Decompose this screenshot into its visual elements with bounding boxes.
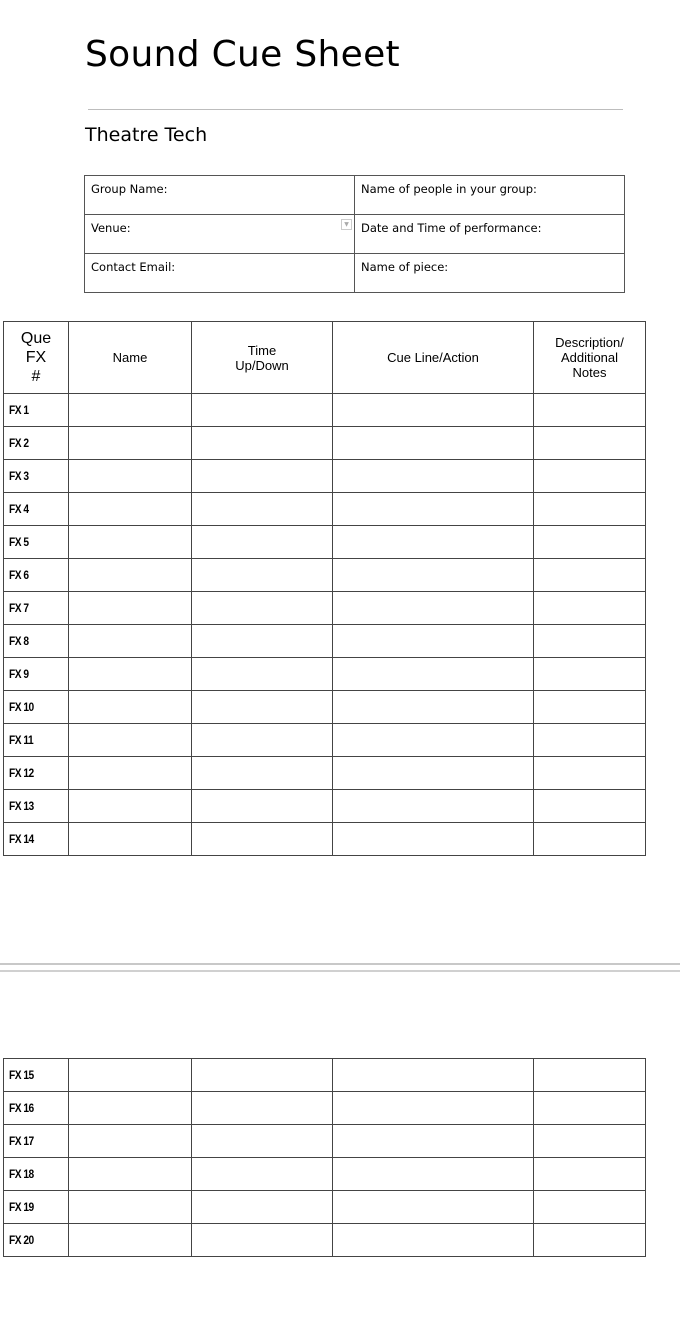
- cue-number-label: FX 3: [9, 469, 29, 483]
- cue-line-cell[interactable]: [333, 559, 534, 592]
- group-name-field[interactable]: Group Name:: [85, 176, 355, 215]
- name-cell[interactable]: [69, 1158, 192, 1191]
- document-subtitle: Theatre Tech: [85, 124, 208, 146]
- header-text: Up/Down: [235, 357, 289, 373]
- cue-line-cell[interactable]: [333, 493, 534, 526]
- header-description: [534, 322, 646, 394]
- page-break: [0, 970, 680, 972]
- name-cell[interactable]: [69, 1059, 192, 1092]
- dropdown-arrow-icon[interactable]: ▼: [341, 219, 352, 230]
- cue-row: [4, 658, 646, 691]
- header-time: [192, 322, 333, 394]
- cue-number-cell: [4, 691, 69, 724]
- cue-number-label: FX 9: [9, 667, 29, 681]
- cue-number-cell: [4, 790, 69, 823]
- cue-row: [4, 757, 646, 790]
- cue-row: [4, 724, 646, 757]
- description-cell[interactable]: [534, 1125, 646, 1158]
- group-info-table: [84, 175, 625, 293]
- header-text: Additional: [560, 350, 619, 365]
- time-cell[interactable]: [192, 1125, 333, 1158]
- cue-number-cell: [4, 1092, 69, 1125]
- info-row: [85, 254, 625, 293]
- cue-row: [4, 559, 646, 592]
- cue-number-cell: [4, 1059, 69, 1092]
- cue-number-label: FX 7: [9, 601, 29, 615]
- description-cell[interactable]: [534, 1092, 646, 1125]
- cue-row: [4, 493, 646, 526]
- cue-row: [4, 691, 646, 724]
- description-cell[interactable]: [534, 1059, 646, 1092]
- time-cell[interactable]: [192, 757, 333, 790]
- name-cell[interactable]: [69, 691, 192, 724]
- cue-line-cell[interactable]: [333, 823, 534, 856]
- time-cell[interactable]: [192, 1158, 333, 1191]
- name-cell[interactable]: [69, 493, 192, 526]
- cue-row: [4, 394, 646, 427]
- name-cell[interactable]: [69, 757, 192, 790]
- time-cell[interactable]: [192, 724, 333, 757]
- group-members-field[interactable]: Name of people in your group:: [355, 176, 625, 215]
- time-cell[interactable]: [192, 427, 333, 460]
- info-row: [85, 215, 625, 254]
- name-cell[interactable]: [69, 1092, 192, 1125]
- description-cell[interactable]: [534, 493, 646, 526]
- cue-row: [4, 1092, 646, 1125]
- cue-row: [4, 823, 646, 856]
- time-cell[interactable]: [192, 493, 333, 526]
- name-cell[interactable]: [69, 526, 192, 559]
- cue-table-page-2: [3, 1058, 646, 1257]
- cue-number-cell: [4, 460, 69, 493]
- cue-line-cell[interactable]: [333, 526, 534, 559]
- description-cell[interactable]: [534, 559, 646, 592]
- description-cell[interactable]: [534, 658, 646, 691]
- cue-row: [4, 526, 646, 559]
- name-cell[interactable]: [69, 1224, 192, 1257]
- cue-line-cell[interactable]: [333, 790, 534, 823]
- contact-email-field[interactable]: Contact Email:: [85, 254, 355, 293]
- info-row: [85, 176, 625, 215]
- cue-number-cell: [4, 625, 69, 658]
- header-que-fx: [4, 322, 69, 394]
- description-cell[interactable]: [534, 1158, 646, 1191]
- document-title: Sound Cue Sheet: [85, 34, 400, 75]
- cue-number-label: FX 4: [9, 502, 29, 516]
- horizontal-rule: [88, 109, 623, 110]
- time-cell[interactable]: [192, 1092, 333, 1125]
- cue-row: [4, 592, 646, 625]
- time-cell[interactable]: [192, 559, 333, 592]
- cue-number-cell: [4, 823, 69, 856]
- cue-number-label: FX 2: [9, 436, 29, 450]
- cue-number-cell: [4, 493, 69, 526]
- name-cell[interactable]: [69, 460, 192, 493]
- name-cell[interactable]: [69, 625, 192, 658]
- cue-row: [4, 625, 646, 658]
- cue-number-label: FX 6: [9, 568, 29, 582]
- cue-number-label: FX 11: [9, 733, 34, 747]
- cue-row: [4, 1125, 646, 1158]
- cue-row: [4, 1158, 646, 1191]
- description-cell[interactable]: [534, 526, 646, 559]
- cue-number-label: FX 5: [9, 535, 29, 549]
- time-cell[interactable]: [192, 823, 333, 856]
- cue-row: [4, 1191, 646, 1224]
- cue-line-cell[interactable]: [333, 757, 534, 790]
- cue-line-cell[interactable]: [333, 460, 534, 493]
- time-cell[interactable]: [192, 1191, 333, 1224]
- cue-line-cell[interactable]: [333, 1125, 534, 1158]
- name-cell[interactable]: [69, 658, 192, 691]
- cue-line-cell[interactable]: [333, 691, 534, 724]
- name-cell[interactable]: [69, 823, 192, 856]
- cue-number-cell: [4, 526, 69, 559]
- description-cell[interactable]: [534, 625, 646, 658]
- name-cell[interactable]: [69, 394, 192, 427]
- cue-number-label: FX 10: [9, 700, 34, 714]
- cue-line-cell[interactable]: [333, 724, 534, 757]
- name-cell[interactable]: [69, 790, 192, 823]
- name-cell[interactable]: [69, 592, 192, 625]
- cue-line-cell[interactable]: [333, 1191, 534, 1224]
- cue-row: [4, 790, 646, 823]
- cue-line-cell[interactable]: [333, 1224, 534, 1257]
- cue-number-cell: [4, 394, 69, 427]
- header-name: Name: [69, 322, 192, 394]
- header-cue-line: Cue Line/Action: [333, 322, 534, 394]
- description-cell[interactable]: [534, 691, 646, 724]
- description-cell[interactable]: [534, 823, 646, 856]
- cue-line-cell[interactable]: [333, 394, 534, 427]
- cue-number-label: FX 19: [9, 1200, 34, 1214]
- cue-number-cell: [4, 427, 69, 460]
- cue-number-label: FX 8: [9, 634, 29, 648]
- cue-number-cell: [4, 1158, 69, 1191]
- cue-number-cell: [4, 1224, 69, 1257]
- cue-line-cell[interactable]: [333, 1092, 534, 1125]
- header-text: Que: [20, 330, 52, 347]
- description-cell[interactable]: [534, 592, 646, 625]
- time-cell[interactable]: [192, 460, 333, 493]
- header-text: Notes: [572, 365, 607, 380]
- cue-number-label: FX 13: [9, 799, 34, 813]
- cue-row: [4, 1224, 646, 1257]
- description-cell[interactable]: [534, 1224, 646, 1257]
- page-break: [0, 963, 680, 965]
- name-cell[interactable]: [69, 1191, 192, 1224]
- cue-number-cell: [4, 658, 69, 691]
- name-cell[interactable]: [69, 559, 192, 592]
- cue-line-cell[interactable]: [333, 1059, 534, 1092]
- header-text: Time: [247, 342, 277, 358]
- cue-number-label: FX 1: [9, 403, 29, 417]
- performance-datetime-field[interactable]: Date and Time of performance:: [355, 215, 625, 254]
- time-cell[interactable]: [192, 1059, 333, 1092]
- cue-number-label: FX 16: [9, 1101, 34, 1115]
- time-cell[interactable]: [192, 658, 333, 691]
- time-cell[interactable]: [192, 691, 333, 724]
- cue-number-label: FX 15: [9, 1068, 34, 1082]
- header-text: #: [31, 368, 41, 385]
- cue-number-label: FX 12: [9, 766, 34, 780]
- time-cell[interactable]: [192, 625, 333, 658]
- piece-name-field[interactable]: Name of piece:: [355, 254, 625, 293]
- header-text: FX: [25, 349, 47, 366]
- cue-row: [4, 1059, 646, 1092]
- venue-field[interactable]: [85, 215, 355, 254]
- time-cell[interactable]: [192, 790, 333, 823]
- cue-number-cell: [4, 1191, 69, 1224]
- cue-number-label: FX 17: [9, 1134, 34, 1148]
- description-cell[interactable]: [534, 757, 646, 790]
- time-cell[interactable]: [192, 1224, 333, 1257]
- cue-row: [4, 460, 646, 493]
- description-cell[interactable]: [534, 790, 646, 823]
- cue-number-label: FX 14: [9, 832, 34, 846]
- cue-table-page-1: [3, 321, 646, 856]
- description-cell[interactable]: [534, 394, 646, 427]
- description-cell[interactable]: [534, 460, 646, 493]
- cue-number-cell: [4, 559, 69, 592]
- venue-label: Venue:: [91, 221, 131, 235]
- time-cell[interactable]: [192, 526, 333, 559]
- cue-line-cell[interactable]: [333, 625, 534, 658]
- time-cell[interactable]: [192, 394, 333, 427]
- name-cell[interactable]: [69, 724, 192, 757]
- name-cell[interactable]: [69, 427, 192, 460]
- cue-table-header: [4, 322, 646, 394]
- cue-number-cell: [4, 592, 69, 625]
- cue-number-label: FX 20: [9, 1233, 34, 1247]
- description-cell[interactable]: [534, 724, 646, 757]
- cue-number-label: FX 18: [9, 1167, 34, 1181]
- name-cell[interactable]: [69, 1125, 192, 1158]
- cue-line-cell[interactable]: [333, 658, 534, 691]
- description-cell[interactable]: [534, 1191, 646, 1224]
- cue-line-cell[interactable]: [333, 1158, 534, 1191]
- time-cell[interactable]: [192, 592, 333, 625]
- cue-line-cell[interactable]: [333, 592, 534, 625]
- cue-row: [4, 427, 646, 460]
- cue-number-cell: [4, 724, 69, 757]
- cue-line-cell[interactable]: [333, 427, 534, 460]
- header-text: Description/: [555, 335, 624, 350]
- description-cell[interactable]: [534, 427, 646, 460]
- cue-number-cell: [4, 1125, 69, 1158]
- cue-number-cell: [4, 757, 69, 790]
